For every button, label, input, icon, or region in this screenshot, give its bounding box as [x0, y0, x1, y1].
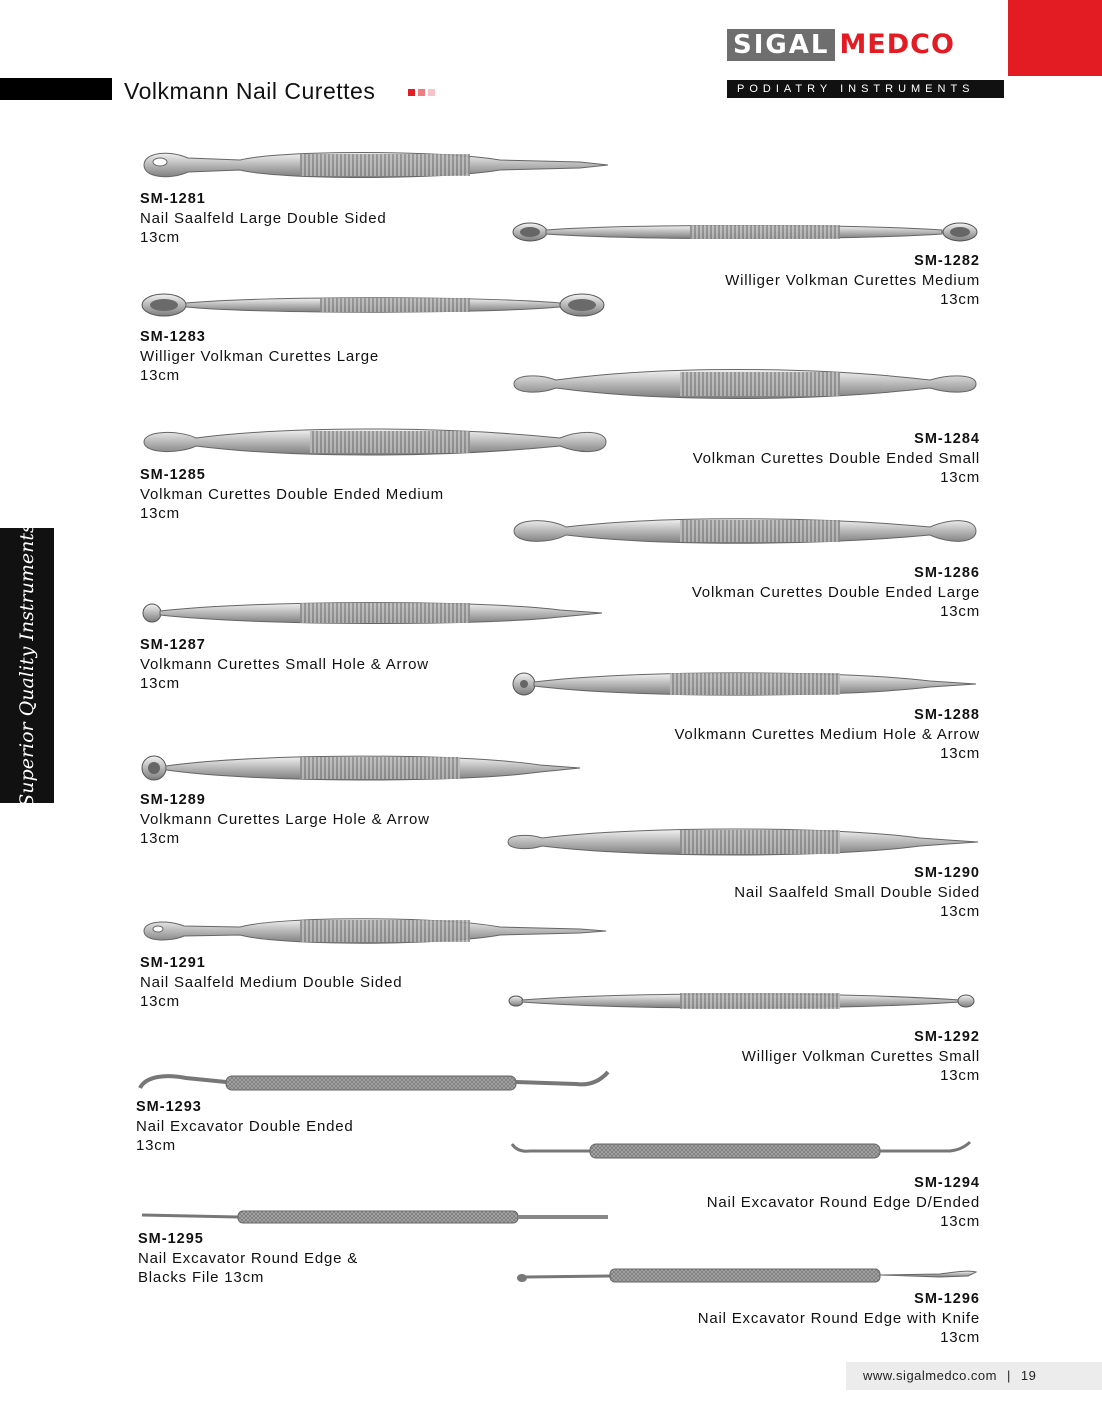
logo-medco: MEDCO: [839, 29, 955, 60]
product-size: 13cm: [940, 1067, 980, 1084]
product-name: Volkman Curettes Double Ended Large: [691, 584, 980, 601]
product-code: SM-1288: [914, 707, 980, 723]
product-name: Nail Excavator Round Edge with Knife: [697, 1310, 980, 1327]
product-code: SM-1287: [140, 637, 206, 653]
spacer: [500, 408, 980, 430]
product-code: SM-1295: [138, 1231, 204, 1247]
product-size: 13cm: [940, 1329, 980, 1346]
product-name: Nail Saalfeld Large Double Sided: [140, 210, 387, 227]
product-size: 13cm: [140, 229, 180, 246]
square-2: [418, 89, 425, 96]
product-code: SM-1290: [914, 865, 980, 881]
product-name: Volkman Curettes Double Ended Small: [692, 450, 980, 467]
square-1: [408, 89, 415, 96]
product-size: 13cm: [940, 603, 980, 620]
product-name: Williger Volkman Curettes Large: [140, 348, 380, 365]
product-sm-1284[interactable]: [500, 360, 980, 487]
product-code: SM-1282: [914, 253, 980, 269]
category-subtitle: PODIATRY INSTRUMENTS: [727, 80, 1004, 98]
product-code: SM-1286: [914, 565, 980, 581]
page-title: Volkmann Nail Curettes: [124, 78, 376, 104]
curette-double-scoop-icon: [510, 360, 980, 408]
product-name-line2: Blacks File 13cm: [138, 1269, 265, 1286]
curette-ball-arrow-icon: [500, 662, 980, 706]
product-size: 13cm: [140, 675, 180, 692]
side-tab: [0, 523, 54, 807]
excavator-icon: [500, 1136, 980, 1166]
product-sm-1286[interactable]: [500, 508, 980, 621]
product-name: Nail Excavator Round Edge D/Ended: [706, 1194, 980, 1211]
product-code: SM-1289: [140, 792, 206, 808]
product-name: Volkmann Curettes Large Hole & Arrow: [140, 811, 430, 828]
product-code: SM-1294: [914, 1175, 980, 1191]
product-name: Nail Excavator Round Edge &: [138, 1250, 359, 1267]
curette-double-spoon-icon: [510, 212, 980, 252]
product-code: SM-1296: [914, 1291, 980, 1307]
side-tab-text: Superior Quality Instruments: [16, 523, 38, 807]
spacer: [500, 554, 980, 564]
product-name: Williger Volkman Curettes Medium: [725, 272, 980, 289]
curette-double-spoon-icon: [500, 984, 980, 1018]
product-sm-1294[interactable]: [500, 1136, 980, 1231]
title-accent-bar: [0, 78, 112, 100]
brand-logo: [727, 29, 955, 61]
product-size: 13cm: [940, 745, 980, 762]
product-code: SM-1281: [140, 191, 206, 207]
product-name: Volkman Curettes Double Ended Medium: [140, 486, 444, 503]
product-code: SM-1292: [914, 1029, 980, 1045]
product-code: SM-1293: [136, 1099, 202, 1115]
spacer: [500, 1166, 980, 1174]
product-sm-1296[interactable]: [500, 1262, 980, 1347]
header-red-block: [1008, 0, 1102, 76]
product-size: 13cm: [140, 505, 180, 522]
product-sm-1288[interactable]: [500, 662, 980, 763]
curette-hole-arrow-icon: [140, 140, 610, 190]
product-name: Williger Volkman Curettes Small: [741, 1048, 980, 1065]
product-code: SM-1284: [914, 431, 980, 447]
product-size: 13cm: [940, 291, 980, 308]
footer-separator: |: [1007, 1368, 1011, 1383]
product-code: SM-1285: [140, 467, 206, 483]
curette-double-scoop-icon: [510, 508, 980, 554]
product-size: 13cm: [140, 367, 180, 384]
page-number: 19: [1020, 1368, 1037, 1383]
product-name: Nail Excavator Double Ended: [136, 1118, 354, 1135]
product-sm-1292[interactable]: [500, 984, 980, 1085]
website-link[interactable]: www.sigalmedco.com: [863, 1368, 997, 1383]
page-footer: [846, 1362, 1102, 1390]
product-size: 13cm: [940, 1213, 980, 1230]
square-3: [428, 89, 435, 96]
product-name: Volkmann Curettes Small Hole & Arrow: [140, 656, 429, 673]
excavator-icon: [500, 1262, 980, 1290]
title-squares: [408, 89, 435, 96]
spacer: [500, 1018, 980, 1028]
logo-sigal: SIGAL: [727, 29, 835, 61]
product-name: Volkmann Curettes Medium Hole & Arrow: [674, 726, 980, 743]
product-name: Nail Saalfeld Medium Double Sided: [140, 974, 403, 991]
product-name: Nail Saalfeld Small Double Sided: [734, 884, 980, 901]
product-code: SM-1291: [140, 955, 206, 971]
product-size: 13cm: [140, 993, 180, 1010]
product-size: 13cm: [940, 903, 980, 920]
product-sm-1290[interactable]: [500, 820, 980, 921]
product-size: 13cm: [136, 1137, 176, 1154]
product-size: 13cm: [940, 469, 980, 486]
curette-scoop-arrow-icon: [500, 820, 980, 864]
product-code: SM-1283: [140, 329, 206, 345]
product-size: 13cm: [140, 830, 180, 847]
product-sm-1282[interactable]: [500, 212, 980, 309]
